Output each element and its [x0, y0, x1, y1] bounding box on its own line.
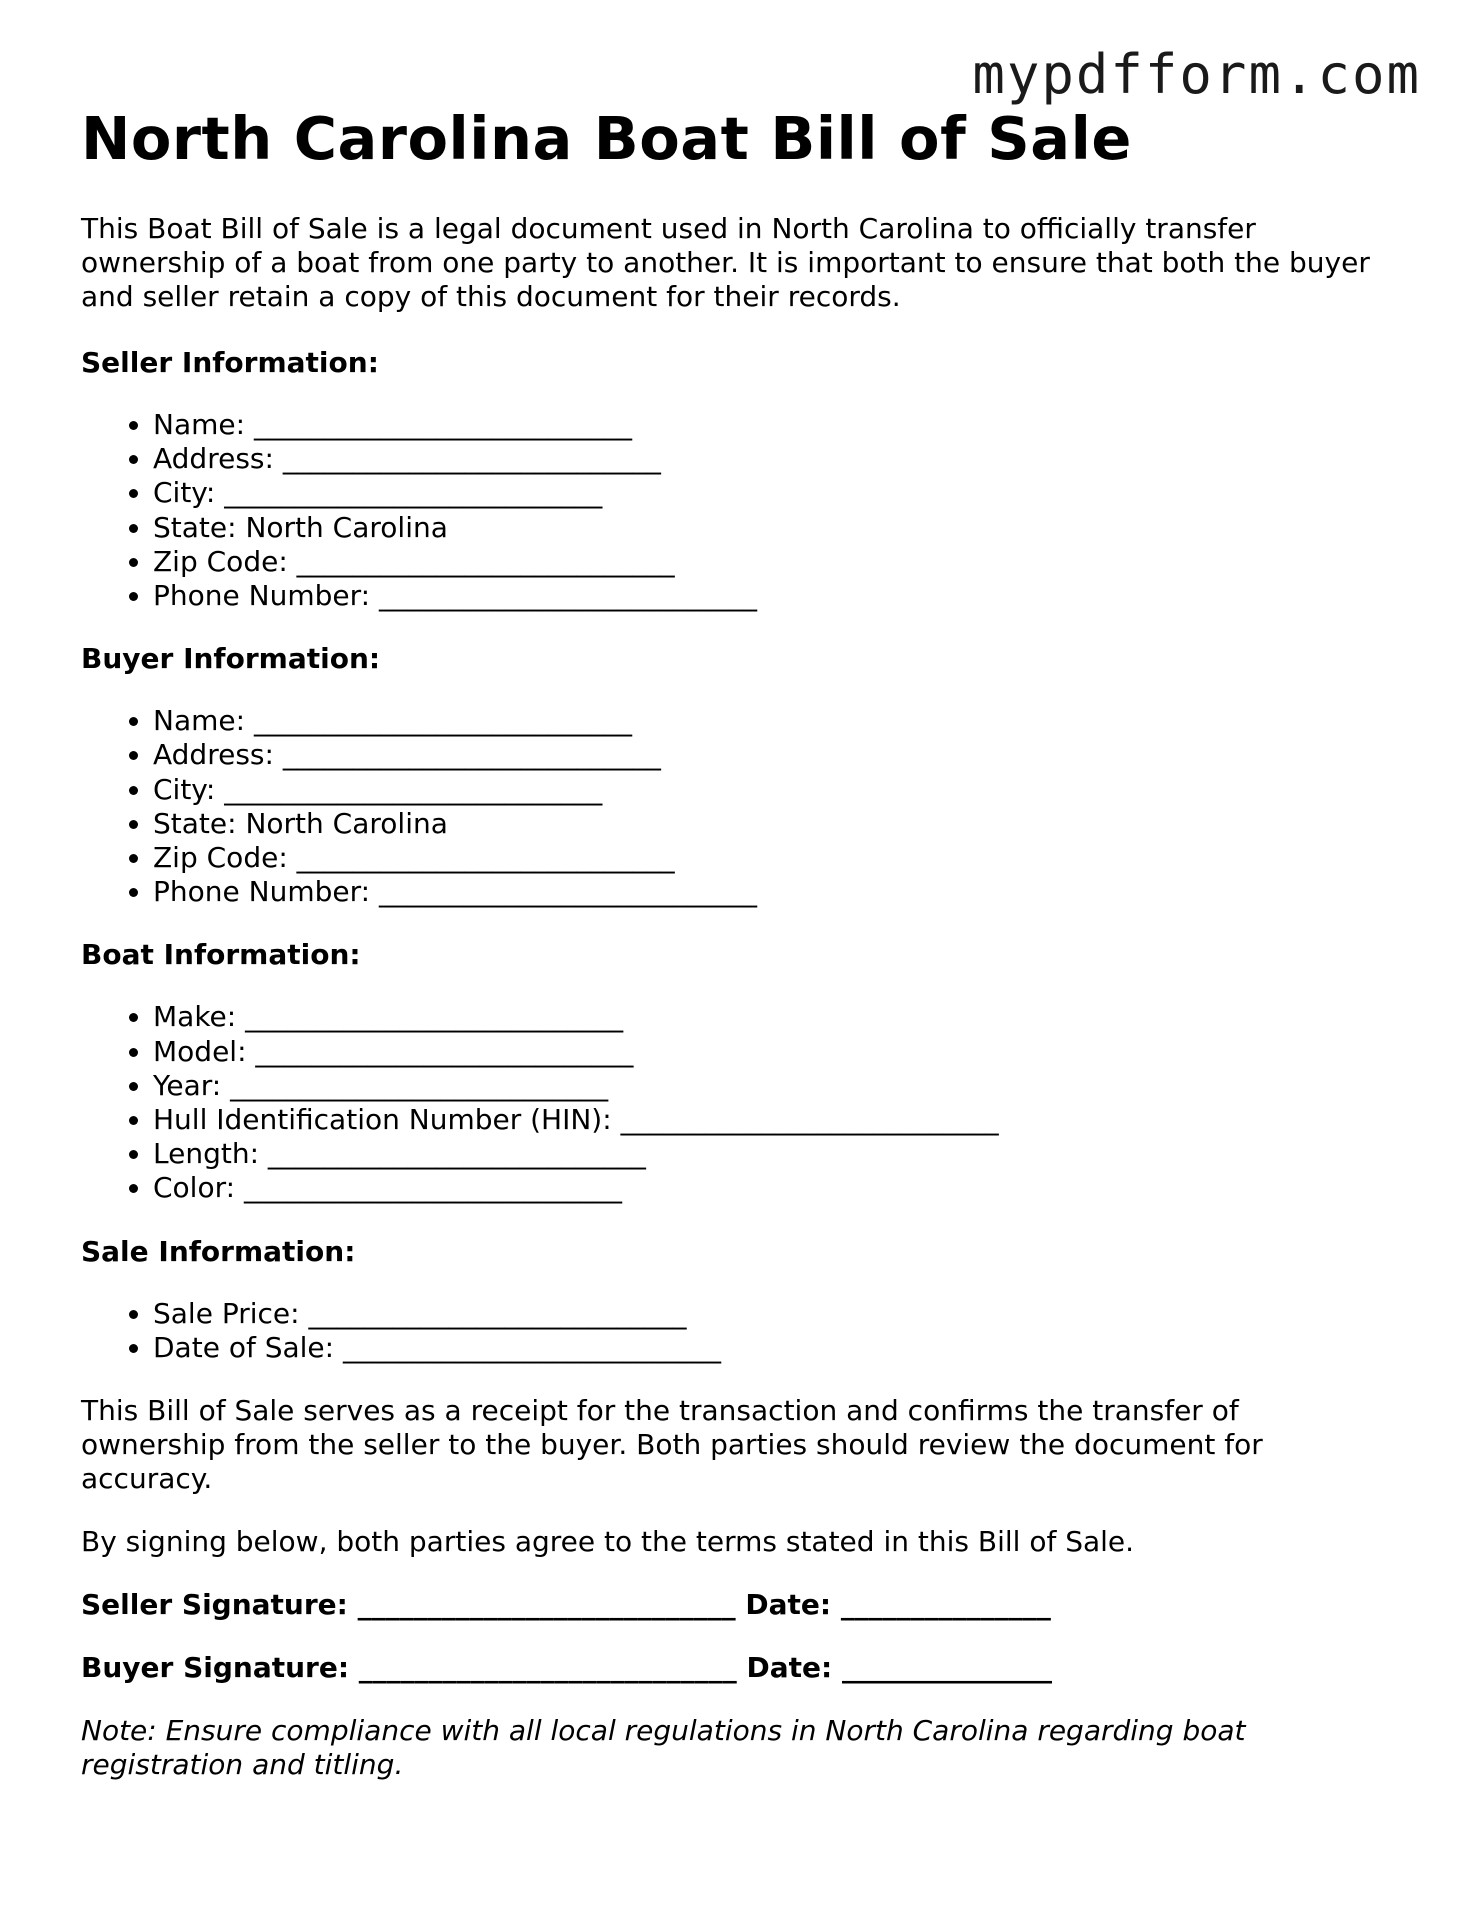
- sale-field-list: [81, 1297, 1391, 1365]
- buyer-city-field[interactable]: • City: ___________________________: [153, 773, 1391, 807]
- boat-make-field[interactable]: • Make: ___________________________: [153, 1000, 1391, 1034]
- seller-zip-field[interactable]: • Zip Code: ___________________________: [153, 545, 1391, 579]
- compliance-note: Note: Ensure compliance with all local regulations in North Carolina regarding boat registration and titling.: [81, 1714, 1246, 1782]
- boat-section-heading: Boat Information:: [81, 938, 361, 972]
- boat-model-field[interactable]: • Model: ___________________________: [153, 1035, 1391, 1069]
- page-title: North Carolina Boat Bill of Sale: [81, 104, 1132, 173]
- seller-city-field[interactable]: • City: ___________________________: [153, 476, 1391, 510]
- buyer-signature-row[interactable]: Buyer Signature: ___________________________ Date: _______________: [81, 1651, 1052, 1685]
- boat-hin-field[interactable]: • Hull Identification Number (HIN): ___________________________: [153, 1103, 1391, 1137]
- seller-state-field: • State: North Carolina: [153, 511, 1391, 545]
- buyer-phone-field[interactable]: • Phone Number: ___________________________: [153, 875, 1391, 909]
- seller-phone-field[interactable]: • Phone Number: ___________________________: [153, 579, 1391, 613]
- sale-date-field[interactable]: • Date of Sale: ___________________________: [153, 1331, 1391, 1365]
- boat-color-field[interactable]: • Color: ___________________________: [153, 1171, 1391, 1205]
- buyer-address-field[interactable]: • Address: ___________________________: [153, 738, 1391, 772]
- watermark-logo: mypdfform.com: [972, 43, 1421, 106]
- sale-section-heading: Sale Information:: [81, 1234, 356, 1268]
- seller-address-field[interactable]: • Address: ___________________________: [153, 442, 1391, 476]
- seller-signature-row[interactable]: Seller Signature: ___________________________ Date: _______________: [81, 1588, 1051, 1622]
- seller-field-list: [81, 408, 1391, 613]
- seller-section-heading: Seller Information:: [81, 346, 379, 379]
- seller-name-field[interactable]: • Name: ___________________________: [153, 408, 1391, 442]
- buyer-name-field[interactable]: • Name: ___________________________: [153, 704, 1391, 738]
- seller-signature-line[interactable]: ___________________________: [357, 1588, 736, 1622]
- intro-paragraph: This Boat Bill of Sale is a legal document used in North Carolina to officially transfer ownership of a boat from one party to another. It is important to ensure that both the buyer and seller retain a copy of this document for their records.: [81, 212, 1370, 313]
- buyer-field-list: [81, 704, 1391, 909]
- receipt-paragraph: This Bill of Sale serves as a receipt for the transaction and confirms the transfer of ownership from the seller to the buyer. Both parties should review the document for accuracy.: [81, 1394, 1263, 1496]
- document-page: [81, 100, 1391, 1782]
- buyer-state-field: • State: North Carolina: [153, 807, 1391, 841]
- buyer-section-heading: Buyer Information:: [81, 642, 381, 676]
- buyer-signature-line[interactable]: ___________________________: [358, 1651, 737, 1685]
- boat-year-field[interactable]: • Year: ___________________________: [153, 1069, 1391, 1103]
- seller-date-line[interactable]: _______________: [840, 1588, 1051, 1622]
- agreement-paragraph: By signing below, both parties agree to the terms stated in this Bill of Sale.: [81, 1525, 1135, 1559]
- buyer-date-line[interactable]: _______________: [842, 1651, 1052, 1685]
- boat-field-list: [81, 1000, 1391, 1205]
- sale-price-field[interactable]: • Sale Price: ___________________________: [153, 1297, 1391, 1331]
- buyer-zip-field[interactable]: • Zip Code: ___________________________: [153, 841, 1391, 875]
- boat-length-field[interactable]: • Length: ___________________________: [153, 1137, 1391, 1171]
